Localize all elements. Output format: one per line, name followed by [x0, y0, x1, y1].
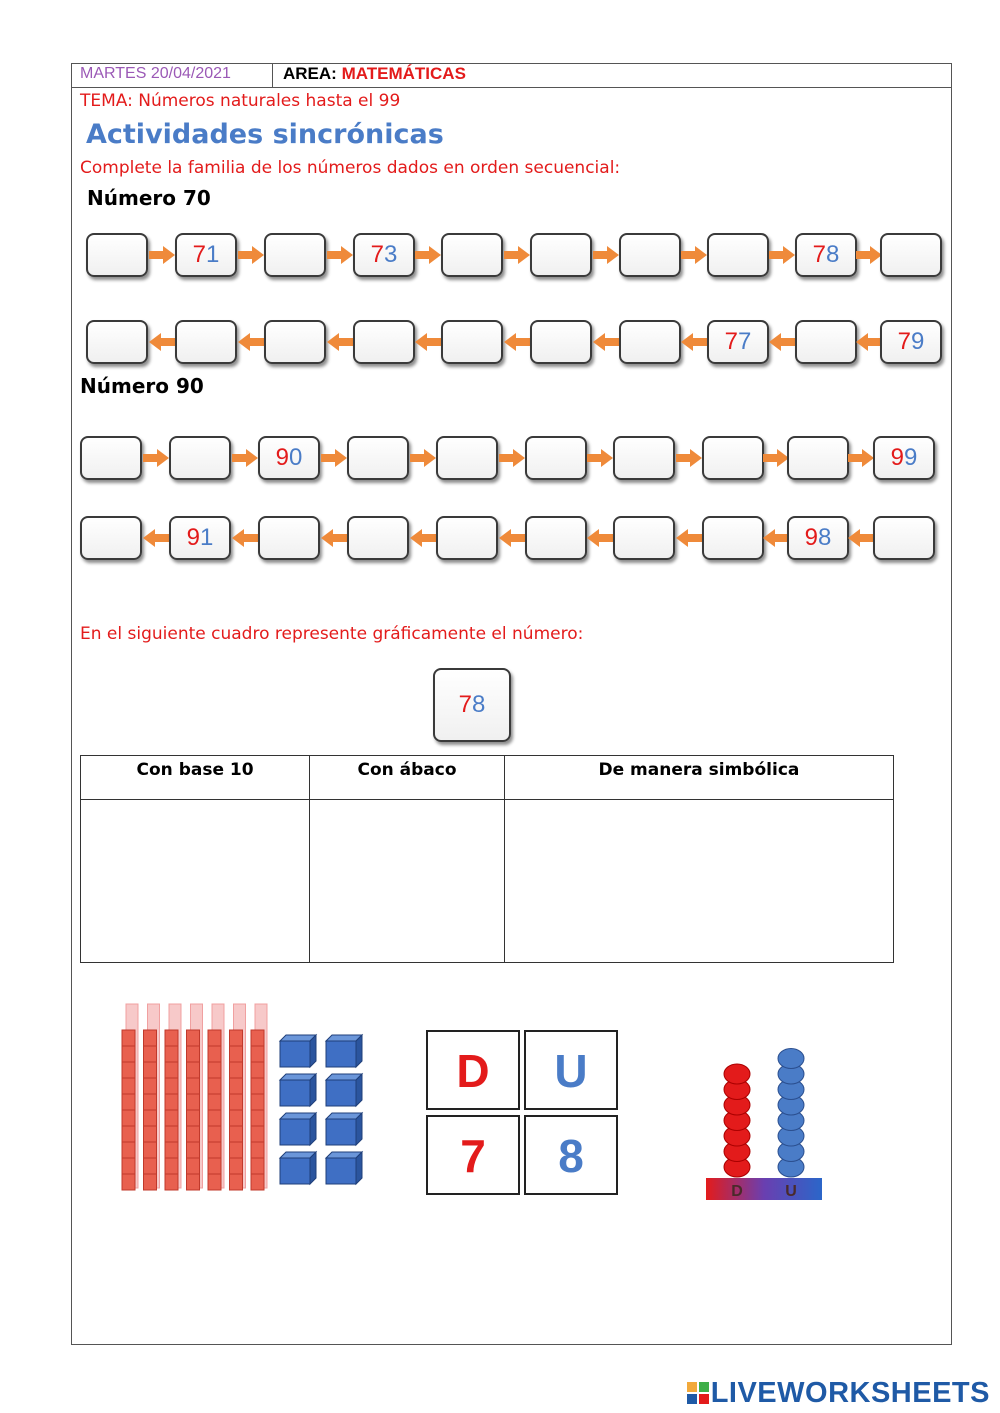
number-box	[787, 516, 849, 560]
ten-rod	[144, 1004, 160, 1190]
arrow-right-icon	[593, 246, 619, 264]
arrow-left-icon	[856, 333, 882, 351]
date-label: MARTES 20/04/2021	[80, 65, 231, 82]
unit-cube	[326, 1074, 362, 1106]
base10-blocks-image	[110, 1000, 380, 1200]
number-box[interactable]	[873, 516, 935, 560]
arrow-right-icon	[143, 449, 169, 467]
tema-label: TEMA: Números naturales hasta el 99	[80, 91, 401, 111]
unit-cube	[326, 1113, 362, 1145]
logo-mark-icon	[687, 1379, 709, 1401]
du-value-u: 8	[524, 1115, 618, 1195]
number-box	[880, 320, 942, 364]
column-base10: Con base 10	[81, 756, 310, 800]
number-box	[169, 516, 231, 560]
ten-rod	[165, 1004, 181, 1190]
number-box[interactable]	[86, 233, 148, 277]
units-digit: 0	[289, 444, 303, 471]
tens-digit: 7	[370, 241, 384, 268]
number-box[interactable]	[525, 436, 587, 480]
du-value-d: 7	[426, 1115, 520, 1195]
number-box	[175, 233, 237, 277]
arrow-left-icon	[415, 333, 441, 351]
tens-digit: 7	[897, 328, 911, 355]
answer-cell-symbolic[interactable]	[504, 800, 893, 963]
du-head-d: D	[426, 1030, 520, 1110]
number-box[interactable]	[619, 233, 681, 277]
number-box[interactable]	[264, 233, 326, 277]
target-number-tens: 7	[458, 691, 472, 718]
number-box[interactable]	[86, 320, 148, 364]
number-box[interactable]	[436, 436, 498, 480]
number-box[interactable]	[436, 516, 498, 560]
number-box[interactable]	[530, 233, 592, 277]
number-box[interactable]	[353, 320, 415, 364]
arrow-right-icon	[587, 449, 613, 467]
arrow-right-icon	[848, 449, 874, 467]
task2-instruction: En el siguiente cuadro represente gráficamente el número:	[80, 624, 584, 644]
arrow-left-icon	[763, 529, 789, 547]
arrow-right-icon	[321, 449, 347, 467]
area-label-value: MATEMÁTICAS	[341, 64, 466, 83]
arrow-left-icon	[593, 333, 619, 351]
abacus-label-u: U	[785, 1183, 797, 1200]
units-digit: 1	[200, 524, 214, 551]
number-box[interactable]	[613, 436, 675, 480]
abacus-base	[706, 1178, 822, 1200]
arrow-left-icon	[149, 333, 175, 351]
arrow-left-icon	[327, 333, 353, 351]
arrow-right-icon	[676, 449, 702, 467]
liveworksheets-logo	[687, 1377, 990, 1410]
answer-cell-base10[interactable]	[81, 800, 310, 963]
number-box	[795, 233, 857, 277]
number-box[interactable]	[525, 516, 587, 560]
unit-cube	[280, 1113, 316, 1145]
number-box[interactable]	[80, 516, 142, 560]
number-box[interactable]	[258, 516, 320, 560]
arrow-left-icon	[321, 529, 347, 547]
area-label-key: AREA:	[283, 64, 337, 83]
tens-digit: 9	[890, 444, 904, 471]
header-divider	[272, 63, 273, 88]
number-box[interactable]	[613, 516, 675, 560]
number-box[interactable]	[530, 320, 592, 364]
arrow-left-icon	[676, 529, 702, 547]
number-box[interactable]	[347, 516, 409, 560]
arrow-left-icon	[681, 333, 707, 351]
tens-digit: 9	[275, 444, 289, 471]
number-box	[707, 320, 769, 364]
units-digit: 1	[206, 241, 220, 268]
du-head-u: U	[524, 1030, 618, 1110]
unit-cube	[280, 1074, 316, 1106]
arrow-left-icon	[848, 529, 874, 547]
tens-digit: 7	[724, 328, 738, 355]
arrow-right-icon	[410, 449, 436, 467]
arrow-left-icon	[238, 333, 264, 351]
number-box[interactable]	[80, 436, 142, 480]
ten-rod	[251, 1004, 267, 1190]
number-box[interactable]	[175, 320, 237, 364]
number-box[interactable]	[441, 320, 503, 364]
arrow-left-icon	[587, 529, 613, 547]
abacus-bead	[778, 1049, 804, 1069]
abacus-label-d: D	[731, 1183, 743, 1200]
number-box[interactable]	[880, 233, 942, 277]
ten-rod	[230, 1004, 246, 1190]
unit-cube	[280, 1035, 316, 1067]
number-box[interactable]	[347, 436, 409, 480]
units-digit: 8	[818, 524, 832, 551]
number-box[interactable]	[619, 320, 681, 364]
column-symbolic: De manera simbólica	[504, 756, 893, 800]
tens-digit: 7	[812, 241, 826, 268]
arrow-right-icon	[504, 246, 530, 264]
units-digit: 9	[904, 444, 918, 471]
arrow-left-icon	[769, 333, 795, 351]
logo-text: LIVEWORKSHEETS	[710, 1377, 990, 1409]
number-box	[353, 233, 415, 277]
arrow-right-icon	[499, 449, 525, 467]
instruction-text: Complete la familia de los números dados en orden secuencial:	[80, 158, 621, 178]
answer-cell-abacus[interactable]	[310, 800, 505, 963]
number-box[interactable]	[169, 436, 231, 480]
column-abacus: Con ábaco	[310, 756, 505, 800]
arrow-right-icon	[415, 246, 441, 264]
target-number-units: 8	[472, 691, 486, 718]
section-heading-70: Número 70	[87, 186, 211, 210]
tens-digit: 7	[192, 241, 206, 268]
abacus-image	[700, 1000, 830, 1205]
number-box[interactable]	[441, 233, 503, 277]
number-box[interactable]	[264, 320, 326, 364]
number-box[interactable]	[795, 320, 857, 364]
tens-digit: 9	[804, 524, 818, 551]
unit-cube	[280, 1152, 316, 1184]
arrow-left-icon	[410, 529, 436, 547]
units-digit: 8	[826, 241, 840, 268]
arrow-right-icon	[856, 246, 882, 264]
number-box	[258, 436, 320, 480]
arrow-right-icon	[238, 246, 264, 264]
number-box[interactable]	[702, 436, 764, 480]
ten-rod	[187, 1004, 203, 1190]
page-title: Actividades sincrónicas	[86, 119, 444, 150]
arrow-left-icon	[232, 529, 258, 547]
section-heading-90: Número 90	[80, 374, 204, 398]
target-number-box	[433, 668, 511, 742]
abacus-bead	[724, 1064, 750, 1084]
units-digit: 7	[738, 328, 752, 355]
ten-rod	[208, 1004, 224, 1190]
tens-digit: 9	[186, 524, 200, 551]
arrow-left-icon	[504, 333, 530, 351]
arrow-right-icon	[149, 246, 175, 264]
ten-rod	[122, 1004, 138, 1190]
arrow-right-icon	[232, 449, 258, 467]
arrow-left-icon	[499, 529, 525, 547]
number-box[interactable]	[787, 436, 849, 480]
unit-cube	[326, 1152, 362, 1184]
number-box[interactable]	[702, 516, 764, 560]
arrow-right-icon	[769, 246, 795, 264]
arrow-right-icon	[763, 449, 789, 467]
number-box[interactable]	[707, 233, 769, 277]
representation-table	[80, 755, 894, 963]
number-box	[873, 436, 935, 480]
units-digit: 3	[384, 241, 398, 268]
area-label	[283, 64, 466, 84]
arrow-right-icon	[681, 246, 707, 264]
units-digit: 9	[911, 328, 925, 355]
unit-cube	[326, 1035, 362, 1067]
arrow-right-icon	[327, 246, 353, 264]
arrow-left-icon	[143, 529, 169, 547]
